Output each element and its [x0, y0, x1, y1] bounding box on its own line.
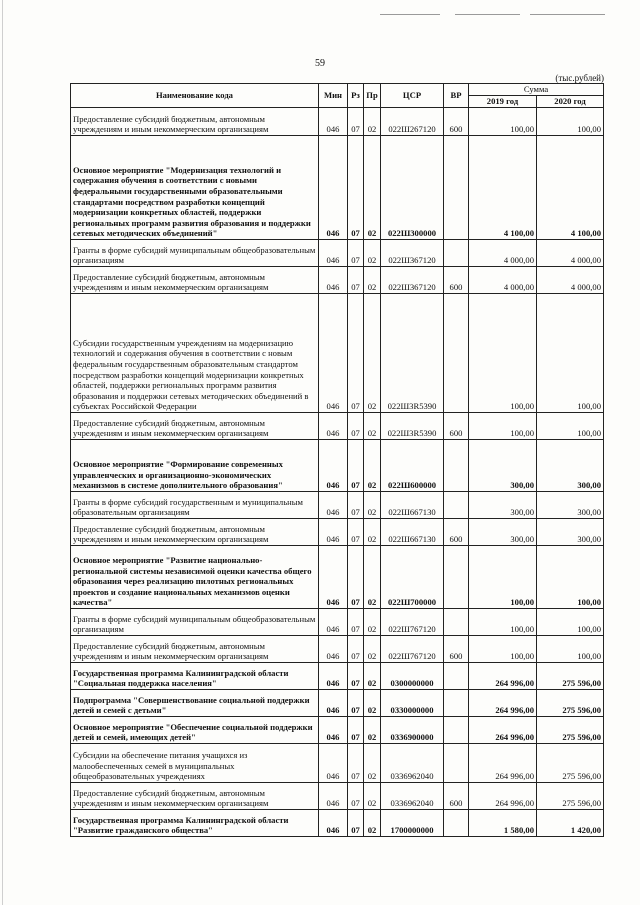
table-row: [71, 413, 604, 440]
table-row: [71, 744, 604, 783]
cell-name: Гранты в форме субсидий государственным и муниципальным образовательным организациям: [71, 492, 319, 519]
cell-name: Основное мероприятие "Развитие национально-региональной системы независимой оценки качества общего образования через реализацию пилотных региональных проектов и создание национальных механизмов оценки качества": [71, 546, 319, 609]
cell-vr: 600: [444, 267, 469, 294]
cell-min: 046: [319, 492, 348, 519]
cell-vr: [444, 810, 469, 837]
cell-y2020: 4 100,00: [537, 136, 604, 240]
cell-pr: 02: [364, 440, 381, 492]
cell-y2020: 275 596,00: [537, 783, 604, 810]
cell-name: Предоставление субсидий бюджетным, автономным учреждениям и иным некоммерческим организациям: [71, 636, 319, 663]
table-row: [71, 440, 604, 492]
cell-pr: 02: [364, 810, 381, 837]
cell-y2019: 100,00: [469, 294, 537, 413]
cell-y2019: 1 580,00: [469, 810, 537, 837]
table-row: [71, 267, 604, 294]
cell-y2020: 4 000,00: [537, 240, 604, 267]
cell-pr: 02: [364, 717, 381, 744]
cell-name: Предоставление субсидий бюджетным, автономным учреждениям и иным некоммерческим организациям: [71, 783, 319, 810]
cell-pr: 02: [364, 413, 381, 440]
col-header-pr: Пр: [364, 84, 381, 108]
cell-vr: 600: [444, 519, 469, 546]
page-number: 59: [315, 58, 325, 69]
cell-y2019: 4 000,00: [469, 240, 537, 267]
cell-csr: 022Ш3R5390: [381, 413, 444, 440]
cell-name: Основное мероприятие "Формирование современных управленческих и организационно-экономических механизмов в системе дополнительного образования": [71, 440, 319, 492]
cell-pr: 02: [364, 636, 381, 663]
table-row: [71, 717, 604, 744]
table-row: [71, 690, 604, 717]
cell-vr: [444, 690, 469, 717]
cell-min: 046: [319, 240, 348, 267]
cell-y2019: 4 000,00: [469, 267, 537, 294]
cell-y2020: 1 420,00: [537, 810, 604, 837]
cell-vr: 600: [444, 783, 469, 810]
cell-y2020: 100,00: [537, 609, 604, 636]
cell-pr: 02: [364, 783, 381, 810]
cell-name: Основное мероприятие "Модернизация технологий и содержания обучения в соответствии с новыми федеральными государственными образовательными стандартами посредством разработки концепций модернизации конкретных областей, поддержки региональных программ развития образования и поддержки сетевых методических объединений": [71, 136, 319, 240]
cell-csr: 022Ш767120: [381, 636, 444, 663]
cell-min: 046: [319, 546, 348, 609]
table-row: [71, 636, 604, 663]
table-row: [71, 609, 604, 636]
cell-min: 046: [319, 663, 348, 690]
cell-rz: 07: [348, 413, 364, 440]
col-header-rz: Рз: [348, 84, 364, 108]
cell-rz: 07: [348, 492, 364, 519]
cell-pr: 02: [364, 267, 381, 294]
cell-rz: 07: [348, 267, 364, 294]
cell-y2019: 100,00: [469, 546, 537, 609]
cell-vr: 600: [444, 636, 469, 663]
cell-pr: 02: [364, 492, 381, 519]
cell-name: Основное мероприятие "Обеспечение социальной поддержки детей и семей, имеющих детей": [71, 717, 319, 744]
cell-rz: 07: [348, 519, 364, 546]
cell-rz: 07: [348, 810, 364, 837]
cell-vr: [444, 240, 469, 267]
cell-pr: 02: [364, 519, 381, 546]
cell-csr: 022Ш700000: [381, 546, 444, 609]
cell-name: Гранты в форме субсидий муниципальным общеобразовательным организациям: [71, 609, 319, 636]
cell-min: 046: [319, 267, 348, 294]
cell-vr: [444, 663, 469, 690]
cell-y2020: 275 596,00: [537, 690, 604, 717]
cell-pr: 02: [364, 663, 381, 690]
cell-rz: 07: [348, 717, 364, 744]
cell-pr: 02: [364, 240, 381, 267]
cell-name: Подпрограмма "Совершенствование социальной поддержки детей и семей с детьми": [71, 690, 319, 717]
header-rule: [380, 14, 440, 15]
cell-min: 046: [319, 744, 348, 783]
cell-min: 046: [319, 783, 348, 810]
cell-rz: 07: [348, 690, 364, 717]
cell-y2020: 300,00: [537, 440, 604, 492]
cell-name: Гранты в форме субсидий муниципальным общеобразовательным организациям: [71, 240, 319, 267]
cell-y2019: 100,00: [469, 413, 537, 440]
cell-pr: 02: [364, 690, 381, 717]
cell-y2019: 264 996,00: [469, 744, 537, 783]
cell-pr: 02: [364, 609, 381, 636]
cell-y2019: 264 996,00: [469, 717, 537, 744]
cell-rz: 07: [348, 663, 364, 690]
cell-csr: 0330000000: [381, 690, 444, 717]
cell-vr: [444, 136, 469, 240]
cell-name: Субсидии государственным учреждениям на модернизацию технологий и содержания обучения в соответствии с новым федеральным государственным образовательным стандартом посредством разработки концепций модернизации конкретных областей, поддержки региональных программ развития образования и поддержки сетевых методических объединений в субъектах Российской Федерации: [71, 294, 319, 413]
units-label: (тыс.рублей): [555, 73, 604, 83]
cell-vr: [444, 440, 469, 492]
cell-csr: 022Ш300000: [381, 136, 444, 240]
cell-y2019: 100,00: [469, 609, 537, 636]
cell-vr: [444, 294, 469, 413]
cell-rz: 07: [348, 546, 364, 609]
cell-csr: 022Ш267120: [381, 108, 444, 136]
cell-min: 046: [319, 294, 348, 413]
cell-min: 046: [319, 108, 348, 136]
cell-rz: 07: [348, 240, 364, 267]
cell-y2019: 300,00: [469, 519, 537, 546]
table-body: [71, 108, 604, 837]
cell-y2020: 300,00: [537, 492, 604, 519]
cell-vr: 600: [444, 413, 469, 440]
table-row: [71, 294, 604, 413]
cell-csr: 022Ш367120: [381, 267, 444, 294]
cell-y2020: 275 596,00: [537, 717, 604, 744]
cell-min: 046: [319, 136, 348, 240]
cell-vr: [444, 609, 469, 636]
cell-name: Государственная программа Калининградской области "Социальная поддержка населения": [71, 663, 319, 690]
cell-vr: [444, 546, 469, 609]
col-header-2020: 2020 год: [537, 96, 604, 108]
cell-csr: 022Ш667130: [381, 492, 444, 519]
cell-y2019: 264 996,00: [469, 783, 537, 810]
table-row: [71, 783, 604, 810]
cell-min: 046: [319, 440, 348, 492]
cell-min: 046: [319, 413, 348, 440]
table-row: [71, 810, 604, 837]
cell-y2020: 300,00: [537, 519, 604, 546]
cell-min: 046: [319, 609, 348, 636]
cell-y2020: 275 596,00: [537, 744, 604, 783]
cell-y2019: 264 996,00: [469, 690, 537, 717]
cell-y2019: 100,00: [469, 108, 537, 136]
cell-min: 046: [319, 519, 348, 546]
cell-rz: 07: [348, 294, 364, 413]
cell-csr: 0336962040: [381, 783, 444, 810]
col-header-min: Мин: [319, 84, 348, 108]
cell-y2020: 100,00: [537, 294, 604, 413]
cell-min: 046: [319, 717, 348, 744]
cell-y2019: 300,00: [469, 492, 537, 519]
scan-edge: [2, 0, 3, 905]
table-row: [71, 240, 604, 267]
cell-csr: 022Ш600000: [381, 440, 444, 492]
cell-y2019: 264 996,00: [469, 663, 537, 690]
header-rule: [455, 14, 520, 15]
cell-y2020: 100,00: [537, 636, 604, 663]
cell-vr: [444, 492, 469, 519]
cell-rz: 07: [348, 136, 364, 240]
cell-rz: 07: [348, 783, 364, 810]
header-rule: [530, 14, 605, 15]
table-row: [71, 519, 604, 546]
cell-y2020: 100,00: [537, 546, 604, 609]
cell-csr: 0336962040: [381, 744, 444, 783]
cell-name: Предоставление субсидий бюджетным, автономным учреждениям и иным некоммерческим организациям: [71, 108, 319, 136]
cell-y2020: 275 596,00: [537, 663, 604, 690]
cell-y2020: 100,00: [537, 413, 604, 440]
cell-csr: 0336900000: [381, 717, 444, 744]
cell-name: Государственная программа Калининградской области "Развитие гражданского общества": [71, 810, 319, 837]
cell-name: Предоставление субсидий бюджетным, автономным учреждениям и иным некоммерческим организациям: [71, 267, 319, 294]
cell-pr: 02: [364, 136, 381, 240]
cell-rz: 07: [348, 636, 364, 663]
cell-y2019: 4 100,00: [469, 136, 537, 240]
cell-csr: 022Ш367120: [381, 240, 444, 267]
table-row: [71, 136, 604, 240]
cell-pr: 02: [364, 108, 381, 136]
cell-pr: 02: [364, 546, 381, 609]
cell-csr: 022Ш3R5390: [381, 294, 444, 413]
cell-y2019: 100,00: [469, 636, 537, 663]
col-header-name: Наименование кода: [71, 84, 319, 108]
cell-vr: [444, 744, 469, 783]
cell-pr: 02: [364, 294, 381, 413]
cell-name: Субсидии на обеспечение питания учащихся из малообеспеченных семей в муниципальных общеобразовательных учреждениях: [71, 744, 319, 783]
cell-csr: 0300000000: [381, 663, 444, 690]
budget-table: [70, 83, 604, 837]
table-row: [71, 663, 604, 690]
cell-csr: 022Ш767120: [381, 609, 444, 636]
cell-pr: 02: [364, 744, 381, 783]
cell-rz: 07: [348, 440, 364, 492]
table-row: [71, 492, 604, 519]
col-header-vr: ВР: [444, 84, 469, 108]
cell-rz: 07: [348, 744, 364, 783]
cell-csr: 1700000000: [381, 810, 444, 837]
cell-csr: 022Ш667130: [381, 519, 444, 546]
cell-vr: 600: [444, 108, 469, 136]
cell-min: 046: [319, 810, 348, 837]
cell-y2020: 100,00: [537, 108, 604, 136]
cell-name: Предоставление субсидий бюджетным, автономным учреждениям и иным некоммерческим организациям: [71, 413, 319, 440]
cell-rz: 07: [348, 609, 364, 636]
col-header-2019: 2019 год: [469, 96, 537, 108]
cell-name: Предоставление субсидий бюджетным, автономным учреждениям и иным некоммерческим организациям: [71, 519, 319, 546]
col-header-sum: Сумма: [469, 84, 604, 96]
cell-rz: 07: [348, 108, 364, 136]
col-header-csr: ЦСР: [381, 84, 444, 108]
cell-min: 046: [319, 636, 348, 663]
table-row: [71, 546, 604, 609]
cell-min: 046: [319, 690, 348, 717]
cell-y2020: 4 000,00: [537, 267, 604, 294]
cell-vr: [444, 717, 469, 744]
table-row: [71, 108, 604, 136]
cell-y2019: 300,00: [469, 440, 537, 492]
